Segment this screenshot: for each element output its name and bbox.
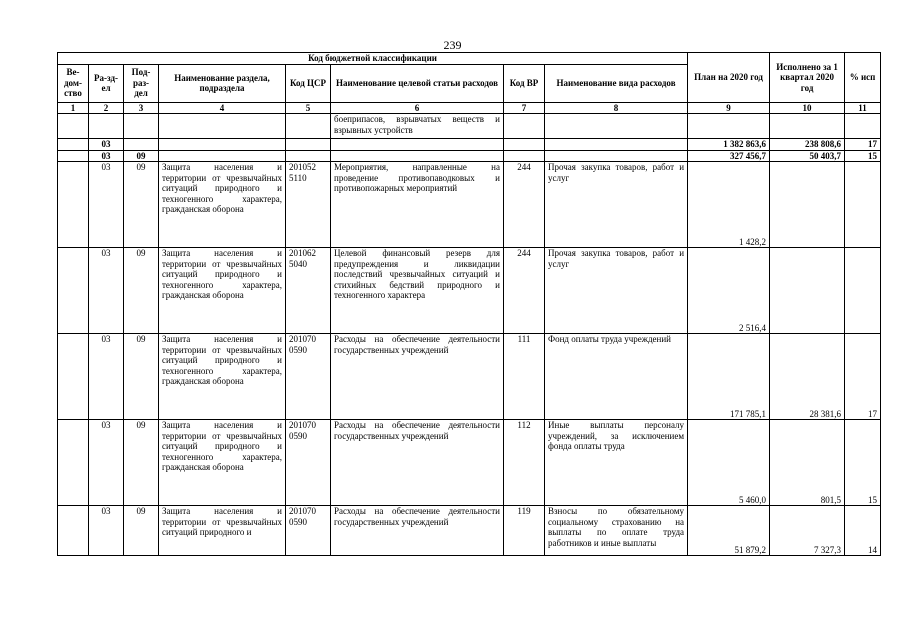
- cell-csr: [286, 139, 331, 151]
- cell-vr: [504, 150, 545, 162]
- cell-vr: 244: [504, 248, 545, 334]
- col-header-csr: Код ЦСР: [286, 64, 331, 102]
- cell-vr: 119: [504, 506, 545, 556]
- cell-razd: [89, 114, 124, 139]
- col-number: 8: [545, 102, 688, 114]
- table-row: [58, 248, 881, 334]
- cell-ved: [58, 150, 89, 162]
- cell-vr: 244: [504, 162, 545, 248]
- cell-pct: 17: [845, 139, 881, 151]
- cell-target: Расходы на обеспечение деятельности государственных учреждений: [331, 506, 504, 556]
- col-number: 11: [845, 102, 881, 114]
- cell-plan: 1 382 863,6: [688, 139, 770, 151]
- cell-plan: 171 785,1: [688, 334, 770, 420]
- table-row: [58, 420, 881, 506]
- cell-razd: 03: [89, 506, 124, 556]
- cell-done: [770, 114, 845, 139]
- table-row: [58, 334, 881, 420]
- col-number: 4: [159, 102, 286, 114]
- cell-kind: Фонд оплаты труда учреждений: [545, 334, 688, 420]
- cell-csr: 201070 0590: [286, 334, 331, 420]
- cell-vr: 111: [504, 334, 545, 420]
- budget-table: [57, 52, 881, 556]
- cell-ved: [58, 248, 89, 334]
- cell-name: Защита населения и территории от чрезвычайных ситуаций природного и техногенного характера, гражданская оборона: [159, 334, 286, 420]
- cell-vr: [504, 139, 545, 151]
- cell-razd: 03: [89, 150, 124, 162]
- cell-plan: 51 879,2: [688, 506, 770, 556]
- cell-kind: Прочая закупка товаров, работ и услуг: [545, 162, 688, 248]
- cell-podrazd: [124, 114, 159, 139]
- cell-plan: 1 428,2: [688, 162, 770, 248]
- col-number: 2: [89, 102, 124, 114]
- cell-target: Расходы на обеспечение деятельности государственных учреждений: [331, 420, 504, 506]
- cell-razd: 03: [89, 420, 124, 506]
- cell-podrazd: 09: [124, 162, 159, 248]
- cell-ved: [58, 506, 89, 556]
- cell-target: боеприпасов, взрывчатых веществ и взрывных устройств: [331, 114, 504, 139]
- cell-pct: [845, 114, 881, 139]
- cell-ved: [58, 139, 89, 151]
- cell-target: Расходы на обеспечение деятельности государственных учреждений: [331, 334, 504, 420]
- cell-pct: [845, 162, 881, 248]
- cell-name: [159, 114, 286, 139]
- cell-kind: Прочая закупка товаров, работ и услуг: [545, 248, 688, 334]
- cell-razd: 03: [89, 139, 124, 151]
- col-header-done: Исполнено за 1 квартал 2020 год: [770, 53, 845, 103]
- cell-vr: [504, 114, 545, 139]
- cell-name: Защита населения и территории от чрезвычайных ситуаций природного и техногенного характера, гражданская оборона: [159, 248, 286, 334]
- col-header-vr: Код ВР: [504, 64, 545, 102]
- col-number: 10: [770, 102, 845, 114]
- cell-pct: [845, 248, 881, 334]
- cell-name: [159, 139, 286, 151]
- col-header-target: Наименование целевой статьи расходов: [331, 64, 504, 102]
- col-header-pct: % исп: [845, 53, 881, 103]
- cell-razd: 03: [89, 248, 124, 334]
- cell-kind: [545, 139, 688, 151]
- table-row: [58, 162, 881, 248]
- cell-ved: [58, 162, 89, 248]
- cell-name: Защита населения и территории от чрезвычайных ситуаций природного и техногенного характера, гражданская оборона: [159, 420, 286, 506]
- cell-vr: 112: [504, 420, 545, 506]
- cell-name: [159, 150, 286, 162]
- page-number: 239: [443, 38, 462, 52]
- cell-target: Мероприятия, направленные на проведение противопаводковых и противопожарных мероприятий: [331, 162, 504, 248]
- col-header-razd: Ра-зд-ел: [89, 64, 124, 102]
- cell-done: 28 381,6: [770, 334, 845, 420]
- cell-plan: 327 456,7: [688, 150, 770, 162]
- cell-podrazd: 09: [124, 334, 159, 420]
- table-row: [58, 506, 881, 556]
- cell-csr: 201070 0590: [286, 506, 331, 556]
- col-header-ved: Ве-дом-ство: [58, 64, 89, 102]
- col-number: 5: [286, 102, 331, 114]
- cell-target: Целевой финансовый резерв для предупреждения и ликвидации последствий чрезвычайных ситуаций и стихийных бедствий природного и техногенного характера: [331, 248, 504, 334]
- cell-plan: [688, 114, 770, 139]
- cell-kind: [545, 114, 688, 139]
- cell-ved: [58, 114, 89, 139]
- cell-done: 801,5: [770, 420, 845, 506]
- col-number: 3: [124, 102, 159, 114]
- table-row-subsection-total: [58, 150, 881, 162]
- cell-podrazd: 09: [124, 420, 159, 506]
- cell-csr: 201070 0590: [286, 420, 331, 506]
- cell-csr: [286, 150, 331, 162]
- cell-podrazd: 09: [124, 248, 159, 334]
- cell-pct: 14: [845, 506, 881, 556]
- cell-razd: 03: [89, 334, 124, 420]
- cell-pct: 15: [845, 150, 881, 162]
- group-header: Код бюджетной классификации: [58, 53, 688, 65]
- col-number: 9: [688, 102, 770, 114]
- col-header-podrazd: Под-раз-дел: [124, 64, 159, 102]
- cell-target: [331, 150, 504, 162]
- cell-plan: 2 516,4: [688, 248, 770, 334]
- col-header-plan: План на 2020 год: [688, 53, 770, 103]
- col-number: 7: [504, 102, 545, 114]
- cell-pct: 17: [845, 334, 881, 420]
- cell-target: [331, 139, 504, 151]
- cell-podrazd: 09: [124, 150, 159, 162]
- cell-podrazd: [124, 139, 159, 151]
- cell-done: 238 808,6: [770, 139, 845, 151]
- table-row-section-total: [58, 139, 881, 151]
- cell-name: Защита населения и территории от чрезвычайных ситуаций природного и: [159, 506, 286, 556]
- cell-kind: Иные выплаты персоналу учреждений, за исключением фонда оплаты труда: [545, 420, 688, 506]
- cell-plan: 5 460,0: [688, 420, 770, 506]
- cell-podrazd: 09: [124, 506, 159, 556]
- col-header-name: Наименование раздела, подраздела: [159, 64, 286, 102]
- cell-pct: 15: [845, 420, 881, 506]
- cell-csr: 201052 5110: [286, 162, 331, 248]
- cell-done: 50 403,7: [770, 150, 845, 162]
- cell-csr: 201062 5040: [286, 248, 331, 334]
- cell-kind: [545, 150, 688, 162]
- cell-csr: [286, 114, 331, 139]
- table-row: [58, 114, 881, 139]
- col-number: 1: [58, 102, 89, 114]
- cell-done: 7 327,3: [770, 506, 845, 556]
- cell-name: Защита населения и территории от чрезвычайных ситуаций природного и техногенного характера, гражданская оборона: [159, 162, 286, 248]
- cell-razd: 03: [89, 162, 124, 248]
- cell-ved: [58, 334, 89, 420]
- cell-done: [770, 248, 845, 334]
- col-header-kind: Наименование вида расходов: [545, 64, 688, 102]
- cell-ved: [58, 420, 89, 506]
- cell-done: [770, 162, 845, 248]
- cell-kind: Взносы по обязательному социальному страхованию на выплаты по оплате труда работников и иные выплаты: [545, 506, 688, 556]
- col-number: 6: [331, 102, 504, 114]
